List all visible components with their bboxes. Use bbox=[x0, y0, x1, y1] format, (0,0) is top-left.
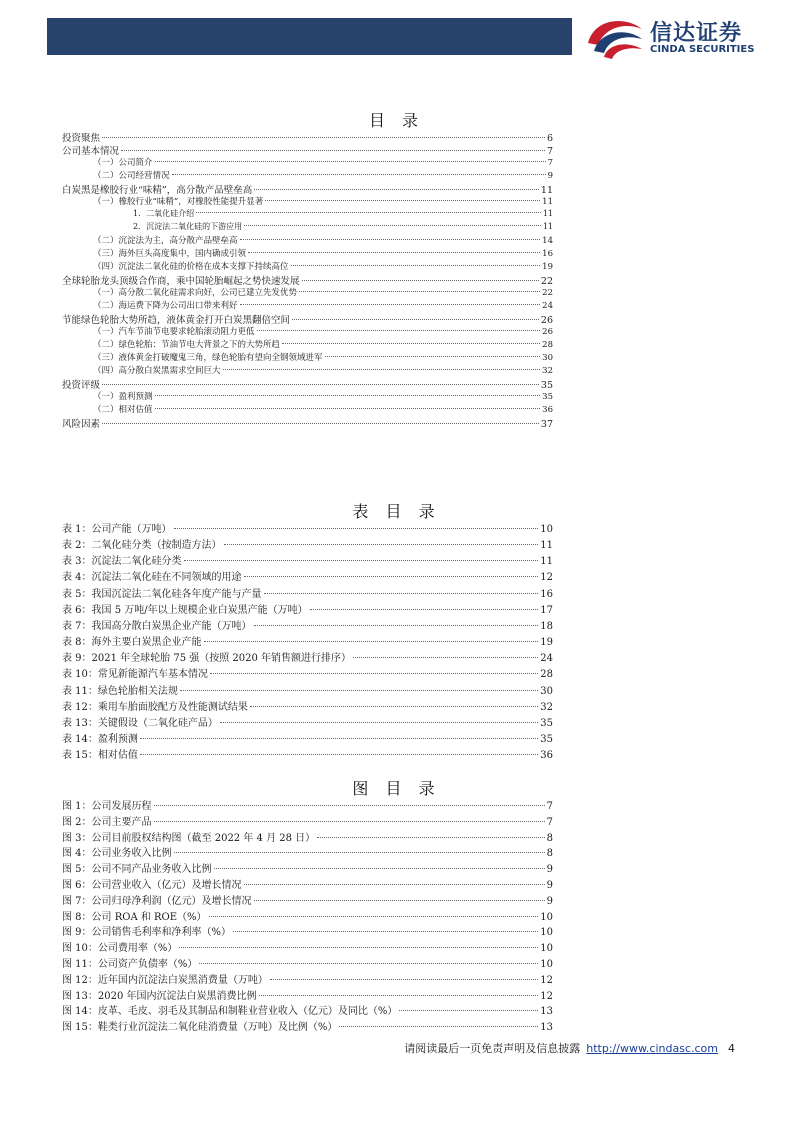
figure-entry[interactable] bbox=[62, 860, 553, 875]
dot-leader bbox=[254, 189, 539, 190]
table-entry-label: 表 7：我国高分散白炭黑企业产能（万吨） bbox=[62, 620, 252, 632]
table-entry-page: 12 bbox=[540, 572, 553, 584]
toc-entry-label: （四）沉淀法二氧化硅的价格在成本支撑下持续高位 bbox=[93, 262, 289, 272]
toc-entry-label: （二）海运费下降为公司出口带来利好 bbox=[93, 301, 238, 311]
toc-entry[interactable] bbox=[93, 247, 553, 259]
dot-leader bbox=[233, 931, 538, 932]
dot-leader bbox=[399, 1010, 538, 1011]
toc-entry-label: （二）相对估值 bbox=[93, 405, 153, 415]
table-entry[interactable] bbox=[62, 552, 553, 567]
figure-entry-label: 图 13：2020 年国内沉淀法白炭黑消费比例 bbox=[62, 990, 257, 1002]
figure-entry[interactable] bbox=[62, 971, 553, 986]
toc-entry-label: 投资评级 bbox=[62, 380, 101, 391]
dot-leader bbox=[155, 161, 546, 162]
brand-logo bbox=[584, 13, 774, 59]
toc-entry[interactable] bbox=[62, 130, 553, 144]
dot-leader bbox=[240, 304, 541, 305]
table-entry-page: 35 bbox=[540, 717, 553, 729]
dot-leader bbox=[254, 900, 545, 901]
table-entry[interactable] bbox=[62, 714, 553, 729]
dot-leader bbox=[317, 837, 544, 838]
dot-leader bbox=[259, 995, 539, 996]
table-entry-page: 24 bbox=[540, 653, 553, 665]
toc-entry-page: 7 bbox=[547, 158, 553, 168]
table-entry-page: 17 bbox=[540, 604, 553, 616]
figures-title: 图 目 录 bbox=[352, 779, 441, 798]
table-entry-page: 10 bbox=[540, 524, 553, 535]
dot-leader bbox=[102, 423, 539, 424]
figure-entry-label: 图 8：公司 ROA 和 ROE（%） bbox=[62, 911, 207, 923]
dot-leader bbox=[204, 641, 539, 642]
figure-entry[interactable] bbox=[62, 892, 553, 907]
dot-leader bbox=[291, 265, 541, 266]
toc-entry[interactable] bbox=[93, 351, 553, 363]
footer-notice: 请阅读最后一页免责声明及信息披露 bbox=[404, 1042, 581, 1055]
table-entry[interactable] bbox=[62, 633, 553, 648]
figure-entry-label: 图 14：皮革、毛皮、羽毛及其制品和制鞋业营业收入（亿元）及同比（%） bbox=[62, 1006, 398, 1018]
toc-entry[interactable] bbox=[93, 195, 553, 207]
figure-entry-page: 10 bbox=[540, 959, 553, 970]
dot-leader bbox=[270, 979, 538, 980]
toc-entry[interactable] bbox=[62, 377, 553, 391]
table-entry[interactable] bbox=[62, 536, 553, 551]
tables-title: 表 目 录 bbox=[352, 502, 441, 521]
toc-entry[interactable] bbox=[93, 156, 553, 168]
toc-entry-page: 36 bbox=[542, 405, 553, 415]
toc-entry-page: 24 bbox=[542, 301, 553, 311]
figure-entry-page: 7 bbox=[546, 801, 553, 812]
table-entry-page: 36 bbox=[540, 750, 553, 762]
figure-entry-page: 9 bbox=[546, 880, 553, 891]
toc-title: 目 录 bbox=[368, 111, 425, 130]
figure-entry[interactable] bbox=[62, 908, 553, 923]
toc-entry[interactable] bbox=[62, 312, 553, 326]
toc-entry-label: 2．沉淀法二氧化硅的下游应用 bbox=[133, 222, 243, 231]
toc-entry[interactable] bbox=[62, 273, 553, 287]
toc-entry-page: 35 bbox=[542, 392, 553, 402]
dot-leader bbox=[140, 754, 538, 755]
table-entry-page: 19 bbox=[540, 637, 553, 649]
figure-entry-page: 9 bbox=[546, 864, 553, 876]
figure-entry-label: 图 10：公司费用率（%） bbox=[62, 943, 178, 955]
toc-entry-page: 28 bbox=[542, 340, 553, 350]
figure-entry[interactable] bbox=[62, 876, 553, 891]
table-entry-page: 28 bbox=[540, 669, 553, 681]
figure-entry[interactable] bbox=[62, 797, 553, 812]
figure-entry-label: 图 7：公司归母净利润（亿元）及增长情况 bbox=[62, 895, 252, 907]
table-entry[interactable] bbox=[62, 601, 553, 616]
table-entry-label: 表 5：我国沉淀法二氧化硅各年度产能与产量 bbox=[62, 588, 262, 600]
dot-leader bbox=[199, 963, 538, 964]
toc-entry-page: 37 bbox=[540, 419, 553, 430]
dot-leader bbox=[325, 356, 541, 357]
toc-entry-label: 投资聚焦 bbox=[62, 133, 101, 144]
toc-entry[interactable] bbox=[93, 325, 553, 337]
toc-entry[interactable] bbox=[93, 403, 553, 415]
dot-leader bbox=[248, 252, 540, 253]
toc-entry-page: 11 bbox=[540, 185, 553, 196]
toc-entry-label: （三）海外巨头高度集中，国内确成引领 bbox=[93, 249, 247, 259]
dot-leader bbox=[257, 330, 541, 331]
table-entry[interactable] bbox=[62, 617, 553, 632]
figure-entry[interactable] bbox=[62, 939, 553, 954]
dot-leader bbox=[179, 947, 538, 948]
table-entry[interactable] bbox=[62, 746, 553, 761]
toc-entry[interactable] bbox=[93, 364, 553, 376]
toc-entry[interactable] bbox=[62, 143, 553, 157]
figure-entry-label: 图 1：公司发展历程 bbox=[62, 801, 152, 812]
dot-leader bbox=[180, 690, 538, 691]
table-entry[interactable] bbox=[62, 585, 553, 600]
page-footer bbox=[404, 1040, 735, 1056]
dot-leader bbox=[172, 174, 546, 175]
toc-entry-label: 全球轮胎龙头顶级合作商，乘中国轮胎崛起之势快速发展 bbox=[62, 276, 300, 287]
dot-leader bbox=[174, 528, 539, 529]
figure-entry-label: 图 6：公司营业收入（亿元）及增长情况 bbox=[62, 880, 242, 891]
toc-entry-page: 16 bbox=[542, 249, 553, 259]
table-entry[interactable] bbox=[62, 730, 553, 745]
figure-entry-label: 图 2：公司主要产品 bbox=[62, 816, 152, 828]
toc-entry-label: （一）橡胶行业“味精”，对橡胶性能提升显著 bbox=[93, 197, 264, 207]
toc-entry-page: 26 bbox=[542, 327, 553, 337]
figure-entry[interactable] bbox=[62, 955, 553, 970]
dot-leader bbox=[240, 239, 541, 240]
table-entry-page: 16 bbox=[540, 588, 553, 600]
toc-entry-page: 35 bbox=[540, 380, 553, 391]
toc-entry-label: （一）汽车节油节电要求轮胎滚动阻力更低 bbox=[93, 327, 255, 337]
toc-entry[interactable] bbox=[133, 208, 553, 219]
table-entry-page: 32 bbox=[540, 701, 553, 713]
figure-entry[interactable] bbox=[62, 1018, 553, 1033]
dot-leader bbox=[155, 395, 541, 396]
toc-entry-page: 11 bbox=[542, 222, 553, 231]
figure-entry-label: 图 9：公司销售毛利率和净利率（%） bbox=[62, 927, 232, 939]
figure-entry-label: 图 11：公司资产负债率（%） bbox=[62, 959, 198, 970]
figure-entry[interactable] bbox=[62, 923, 553, 938]
table-entry[interactable] bbox=[62, 682, 553, 697]
table-entry-page: 18 bbox=[540, 620, 553, 632]
figure-entry-label: 图 15：鞋类行业沉淀法二氧化硅消费量（万吨）及比例（%） bbox=[62, 1022, 338, 1034]
table-entry-label: 表 13：关键假设（二氧化硅产品） bbox=[62, 717, 218, 729]
toc-entry-page: 7 bbox=[546, 146, 553, 157]
table-entry-label: 表 4：沉淀法二氧化硅在不同领域的用途 bbox=[62, 572, 242, 584]
dot-leader bbox=[224, 544, 539, 545]
toc-entry-page: 11 bbox=[542, 197, 553, 207]
toc-entry-page: 11 bbox=[542, 209, 553, 218]
table-entry-page: 11 bbox=[540, 540, 553, 552]
toc-entry[interactable] bbox=[93, 234, 553, 246]
toc-entry[interactable] bbox=[93, 169, 553, 181]
dot-leader bbox=[250, 706, 538, 707]
figure-entry-page: 10 bbox=[540, 927, 553, 939]
toc-entry-page: 26 bbox=[540, 315, 553, 326]
dot-leader bbox=[154, 805, 545, 806]
table-entry-label: 表 15：相对估值 bbox=[62, 750, 138, 762]
figure-entry[interactable] bbox=[62, 844, 553, 859]
figure-entry-page: 7 bbox=[546, 816, 553, 828]
table-entry-label: 表 14：盈利预测 bbox=[62, 733, 138, 745]
toc-entry-page: 6 bbox=[546, 133, 553, 144]
toc-entry-label: 公司基本情况 bbox=[62, 146, 120, 157]
dot-leader bbox=[102, 137, 545, 138]
table-entry[interactable] bbox=[62, 649, 553, 664]
figure-entry-page: 12 bbox=[540, 990, 553, 1002]
figure-entry-label: 图 3：公司目前股权结构图（截至 2022 年 4 月 28 日） bbox=[62, 832, 316, 844]
toc-entry-label: 白炭黑是橡胶行业“味精”，高分散产品壁垒高 bbox=[62, 185, 253, 196]
table-entry-page: 30 bbox=[540, 685, 553, 697]
figure-entry-page: 8 bbox=[546, 832, 553, 844]
dot-leader bbox=[292, 319, 539, 320]
dot-leader bbox=[174, 852, 545, 853]
dot-leader bbox=[209, 916, 539, 917]
toc-entry-label: 节能绿色轮胎大势所趋，液体黄金打开白炭黑翻倍空间 bbox=[62, 315, 291, 326]
dot-leader bbox=[220, 722, 538, 723]
dot-leader bbox=[244, 884, 545, 885]
dot-leader bbox=[310, 609, 539, 610]
toc-entry-page: 22 bbox=[540, 276, 553, 287]
dot-leader bbox=[299, 291, 540, 292]
table-entry-label: 表 2：二氧化硅分类（按制造方法） bbox=[62, 540, 222, 552]
toc-entry-label: 1．二氧化硅介绍 bbox=[133, 209, 195, 218]
dot-leader bbox=[223, 369, 541, 370]
dot-leader bbox=[140, 738, 538, 739]
figure-entry-label: 图 12：近年国内沉淀法白炭黑消费量（万吨） bbox=[62, 974, 268, 986]
table-entry[interactable] bbox=[62, 698, 553, 713]
dot-leader bbox=[353, 657, 538, 658]
figure-entry-page: 13 bbox=[540, 1022, 553, 1034]
dot-leader bbox=[254, 625, 539, 626]
footer-url-link[interactable]: http://www.cindasc.com bbox=[586, 1042, 718, 1055]
dot-leader bbox=[339, 1026, 538, 1027]
table-entry-label: 表 1：公司产能（万吨） bbox=[62, 524, 172, 535]
toc-entry[interactable] bbox=[133, 221, 553, 232]
toc-entry-page: 9 bbox=[547, 171, 553, 181]
table-entry-label: 表 11：绿色轮胎相关法规 bbox=[62, 685, 178, 697]
toc-entry-page: 14 bbox=[542, 236, 553, 246]
figure-entry-page: 9 bbox=[546, 895, 553, 907]
dot-leader bbox=[265, 200, 540, 201]
table-entry-page: 11 bbox=[540, 556, 553, 568]
toc-entry[interactable] bbox=[93, 338, 553, 350]
brand-name-cn: 信达证券 bbox=[650, 21, 743, 46]
toc-entry-page: 32 bbox=[542, 366, 553, 376]
table-entry-label: 表 3：沉淀法二氧化硅分类 bbox=[62, 556, 182, 568]
cinda-logo-icon bbox=[584, 13, 646, 59]
dot-leader bbox=[244, 576, 539, 577]
table-entry[interactable] bbox=[62, 568, 553, 583]
figure-entry-page: 10 bbox=[540, 943, 553, 955]
dot-leader bbox=[282, 343, 540, 344]
table-entry-label: 表 6：我国 5 万吨/年以上规模企业白炭黑产能（万吨） bbox=[62, 604, 308, 616]
dot-leader bbox=[121, 150, 545, 151]
toc-entry-label: 风险因素 bbox=[62, 419, 101, 430]
figure-entry-label: 图 5：公司不同产品业务收入比例 bbox=[62, 864, 212, 876]
toc-entry[interactable] bbox=[93, 299, 553, 311]
toc-entry-label: （二）绿色轮胎：节油节电大背景之下的大势所趋 bbox=[93, 340, 281, 350]
figure-entry[interactable] bbox=[62, 987, 553, 1002]
table-entry-label: 表 9：2021 年全球轮胎 75 强（按照 2020 年销售额进行排序） bbox=[62, 653, 352, 665]
toc-entry[interactable] bbox=[62, 182, 553, 196]
dot-leader bbox=[214, 868, 545, 869]
toc-entry[interactable] bbox=[93, 286, 553, 298]
dot-leader bbox=[155, 408, 541, 409]
toc-entry-label: （二）公司经营情况 bbox=[93, 171, 170, 181]
figure-entry-page: 8 bbox=[546, 848, 553, 860]
toc-entry[interactable] bbox=[93, 390, 553, 402]
table-entry-label: 表 12：乘用车胎面胶配方及性能测试结果 bbox=[62, 701, 248, 713]
dot-leader bbox=[154, 821, 545, 822]
dot-leader bbox=[210, 673, 538, 674]
dot-leader bbox=[264, 593, 539, 594]
toc-entry[interactable] bbox=[93, 260, 553, 272]
table-entry-page: 35 bbox=[540, 733, 553, 745]
dot-leader bbox=[184, 560, 539, 561]
toc-entry-label: （四）高分散白炭黑需求空间巨大 bbox=[93, 366, 221, 376]
figure-entry[interactable] bbox=[62, 829, 553, 844]
toc-entry-label: （一）盈利预测 bbox=[93, 392, 153, 402]
toc-entry-label: （一）公司简介 bbox=[93, 158, 153, 168]
table-entry-label: 表 8：海外主要白炭黑企业产能 bbox=[62, 637, 202, 649]
dot-leader bbox=[244, 225, 541, 226]
toc-entry[interactable] bbox=[62, 416, 553, 430]
table-entry[interactable] bbox=[62, 665, 553, 680]
table-entry-label: 表 10：常见新能源汽车基本情况 bbox=[62, 669, 208, 681]
figure-entry-page: 10 bbox=[540, 911, 553, 923]
toc-entry-page: 22 bbox=[542, 288, 553, 298]
toc-entry-label: （二）沉淀法为主，高分散产品壁垒高 bbox=[93, 236, 238, 246]
toc-entry-page: 19 bbox=[542, 262, 553, 272]
figure-entry[interactable] bbox=[62, 813, 553, 828]
figure-entry-label: 图 4：公司业务收入比例 bbox=[62, 848, 172, 860]
toc-entry-page: 30 bbox=[542, 353, 553, 363]
table-entry[interactable] bbox=[62, 520, 553, 535]
toc-entry-label: （三）液体黄金打破魔鬼三角，绿色轮胎有望向全钢领域进军 bbox=[93, 353, 323, 363]
toc-entry-label: （一）高分散二氧化硅需求向好，公司已建立先发优势 bbox=[93, 288, 298, 298]
dot-leader bbox=[302, 280, 539, 281]
brand-name-en: CINDA SECURITIES bbox=[650, 44, 755, 55]
header-bar bbox=[47, 18, 572, 55]
figure-entry-page: 12 bbox=[540, 974, 553, 986]
dot-leader bbox=[196, 212, 541, 213]
page-number: 4 bbox=[728, 1042, 735, 1055]
figure-entry[interactable] bbox=[62, 1002, 553, 1017]
figure-entry-page: 13 bbox=[540, 1006, 553, 1018]
dot-leader bbox=[102, 384, 539, 385]
